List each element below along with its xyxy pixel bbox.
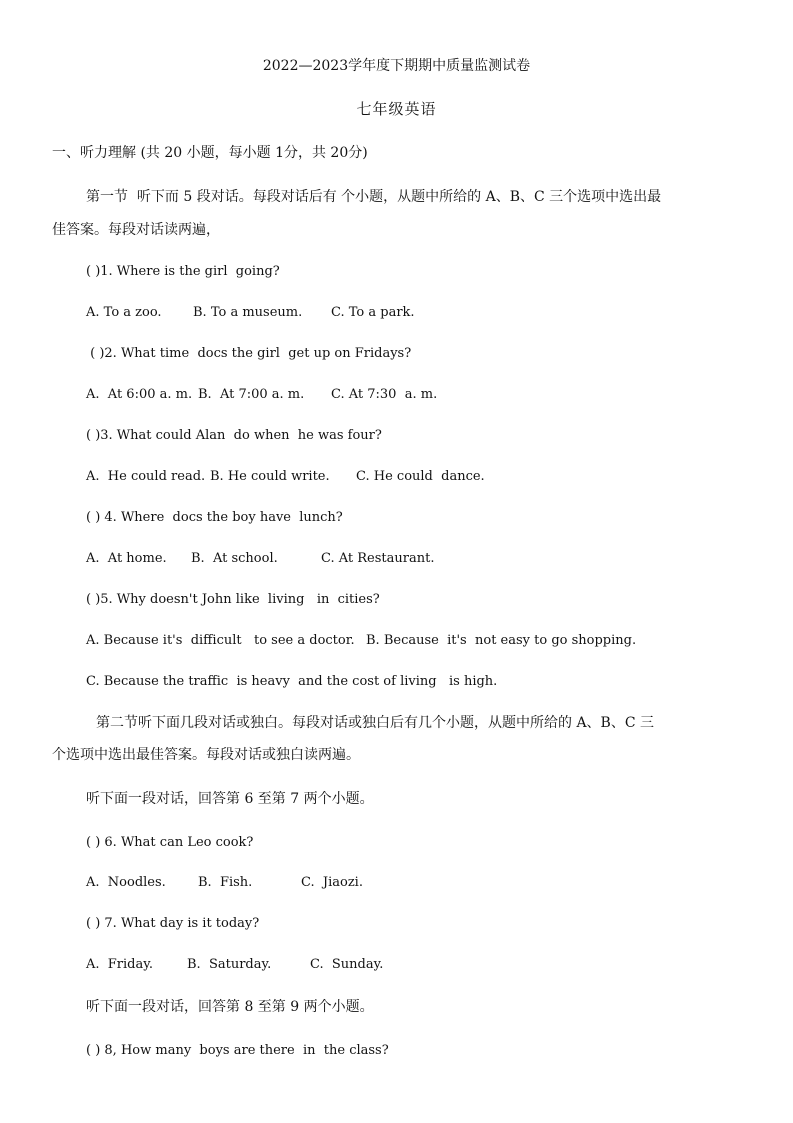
- option-a: A. To a zoo.: [86, 305, 162, 320]
- section2-intro: 第二节听下面几段对话或独白。每段对话或独白后有几个小题，从题中所给的 A、B、C 三: [96, 715, 655, 731]
- section2-intro-cont: 个选项中选出最佳答案。每段对话或独白读两遍。: [52, 747, 360, 763]
- question-stem: ( ) 7. What day is it today?: [86, 916, 260, 931]
- option-b: B. Fish.: [198, 875, 253, 890]
- question-stem: ( )5. Why doesn't John like living in cities?: [86, 592, 380, 607]
- question-stem: ( )1. Where is the girl going?: [86, 264, 280, 279]
- part-heading: 一、听力理解 (共 20 小题，每小题 1分，共 20分): [52, 145, 368, 161]
- option-b: B. At school.: [191, 551, 278, 566]
- question-stem: ( )3. What could Alan do when he was four?: [86, 428, 382, 443]
- exam-subtitle: 七年级英语: [356, 100, 437, 118]
- option-b: B. At 7:00 a. m.: [198, 387, 305, 402]
- option-c: C. Sunday.: [310, 957, 384, 972]
- option-b: B. He could write.: [210, 469, 330, 484]
- question-stem: ( ) 6. What can Leo cook?: [86, 835, 254, 850]
- option-c: C. At 7:30 a. m.: [331, 387, 438, 402]
- option-a: A. Because it's difficult to see a doctor.: [86, 633, 355, 648]
- question-stem: ( ) 4. Where docs the boy have lunch?: [86, 510, 343, 525]
- option-b: B. To a museum.: [193, 305, 303, 320]
- option-c: C. Because the traffic is heavy and the cost of living is high.: [86, 674, 498, 689]
- group-intro: 听下面一段对话，回答第 8 至第 9 两个小题。: [86, 999, 374, 1015]
- section1-intro: 第一节 听下而 5 段对话。每段对话后有 个小题，从题中所给的 A、B、C 三个选项中选出最: [86, 189, 662, 205]
- option-c: C. Jiaozi.: [301, 875, 363, 890]
- option-c: C. To a park.: [331, 305, 415, 320]
- option-a: A. He could read.: [86, 469, 206, 484]
- option-c: C. He could dance.: [356, 469, 485, 484]
- group-intro: 听下面一段对话，回答第 6 至第 7 两个小题。: [86, 791, 374, 807]
- exam-title: 2022—2023学年度下期期中质量监测试卷: [262, 58, 531, 74]
- option-c: C. At Restaurant.: [321, 551, 435, 566]
- question-stem: ( )2. What time docs the girl get up on Fridays?: [86, 346, 412, 361]
- section1-intro-cont: 佳答案。每段对话读两遍，: [52, 222, 220, 238]
- option-a: A. Friday.: [86, 957, 153, 972]
- option-b: B. Because it's not easy to go shopping.: [366, 633, 637, 648]
- option-a: A. At 6:00 a. m.: [86, 387, 193, 402]
- option-a: A. At home.: [86, 551, 167, 566]
- question-stem: ( ) 8, How many boys are there in the class?: [86, 1043, 389, 1058]
- option-b: B. Saturday.: [187, 957, 272, 972]
- option-a: A. Noodles.: [86, 875, 166, 890]
